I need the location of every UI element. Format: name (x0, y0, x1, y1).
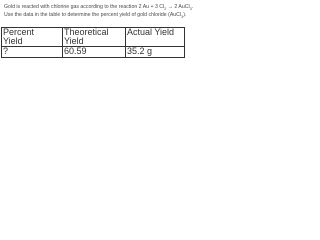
subscript-cl2: 2 (164, 7, 167, 12)
header-theoretical-yield-line-1: Theoretical (64, 27, 109, 37)
header-percent-yield-line-2: Yield (3, 36, 23, 46)
page (0, 0, 200, 89)
table-header-row (2, 28, 185, 47)
cell-percent-yield: ? (2, 47, 63, 58)
header-actual-yield-label: Actual Yield (127, 27, 175, 37)
header-theoretical-yield-line-2: Yield (64, 36, 84, 46)
question-line-2-prefix: Use the data in the table to determine the percent yield of gold chloride (AuCl (4, 12, 182, 18)
cell-actual-yield: 35.2 g (126, 47, 185, 58)
header-percent-yield-line-1: Percent (3, 27, 35, 37)
question-line-2-suffix: ). (183, 12, 187, 18)
header-percent-yield (2, 28, 63, 47)
question-line-1 (4, 3, 200, 11)
question-line-1-suffix: . (191, 4, 194, 10)
question-line-1-mid: → 2 AuCl (166, 4, 190, 10)
question-line-2 (4, 11, 200, 19)
yield-table (1, 27, 185, 58)
subscript-aucl3-2: 3 (181, 15, 184, 20)
header-theoretical-yield (63, 28, 126, 47)
subscript-aucl3: 3 (189, 7, 192, 12)
header-actual-yield (126, 28, 185, 47)
question-line-1-prefix: Gold is reacted with chlorine gas according to the reaction 2 Au + 3 Cl (4, 4, 165, 10)
cell-theoretical-yield: 60.59 (63, 47, 126, 58)
table-row (2, 47, 185, 58)
question-text (4, 3, 200, 19)
